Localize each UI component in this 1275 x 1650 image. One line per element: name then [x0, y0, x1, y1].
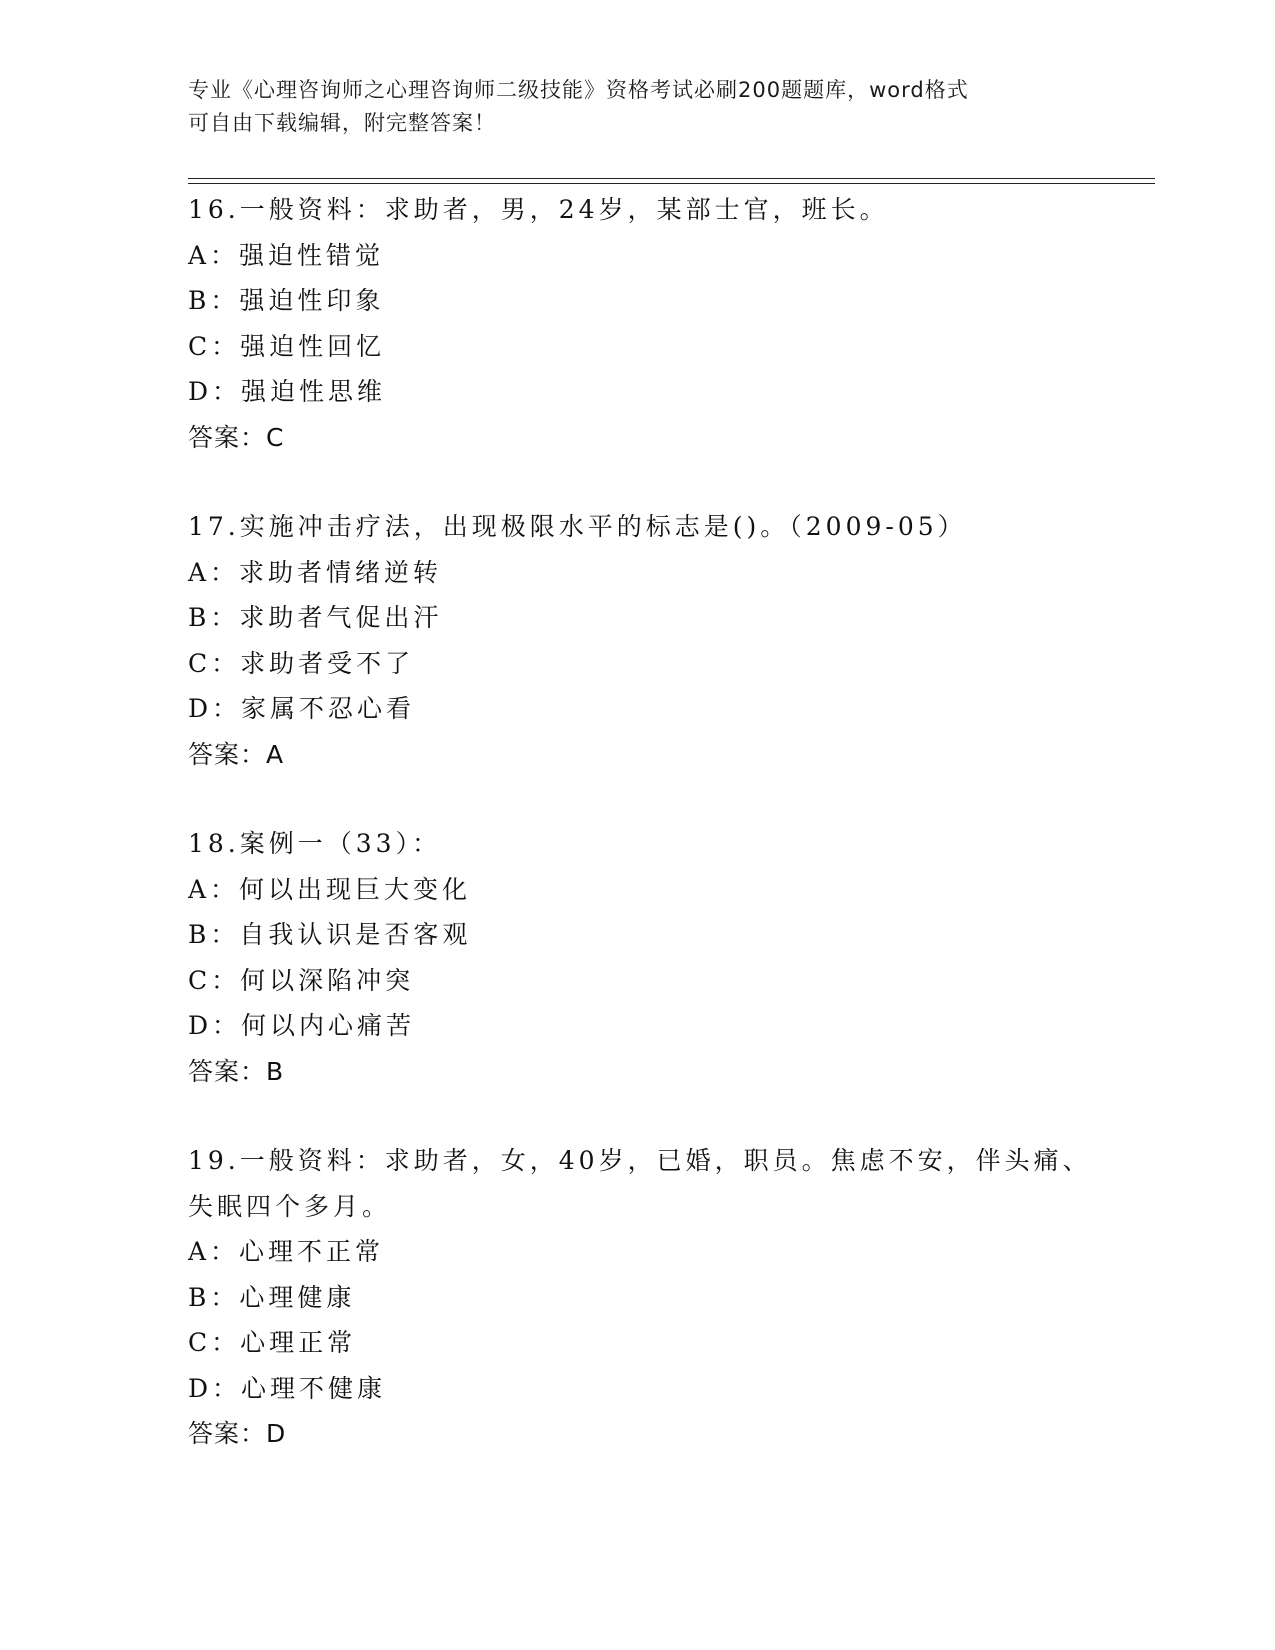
- answer-line: 答案：A: [188, 739, 285, 769]
- question-stem: 17.实施冲击疗法，出现极限水平的标志是()。（2009-05）: [188, 512, 967, 541]
- option-b: B：求助者气促出汗: [188, 603, 443, 632]
- option-b: B：强迫性印象: [188, 286, 385, 315]
- option-b: B：心理健康: [188, 1282, 356, 1312]
- question-18: [188, 821, 1088, 1094]
- header-divider-top: [188, 178, 1155, 179]
- option-a: A：心理不正常: [188, 1237, 385, 1266]
- answer-line: 答案：B: [188, 1056, 285, 1086]
- question-16: [188, 187, 1088, 460]
- option-c: C：心理正常: [188, 1328, 357, 1357]
- option-c: C：求助者受不了: [188, 648, 415, 678]
- question-stem: 16.一般资料：求助者，男，24岁，某部士官，班长。: [188, 195, 889, 224]
- question-list: [188, 187, 1092, 1501]
- document-header: [188, 74, 1088, 140]
- question-19: [188, 1138, 1092, 1457]
- header-line-1: 专业《心理咨询师之心理咨询师二级技能》资格考试必刷200题题库，word格式: [188, 78, 969, 102]
- question-stem: 19.一般资料：求助者，女，40岁，已婚，职员。焦虑不安，伴头痛、: [188, 1146, 1092, 1175]
- header-divider-bottom: [188, 183, 1155, 184]
- option-c: C：强迫性回忆: [188, 331, 386, 361]
- option-b: B：自我认识是否客观: [188, 920, 472, 949]
- header-line-2: 可自由下载编辑，附完整答案！: [188, 111, 496, 135]
- option-d: D：家属不忍心看: [188, 694, 416, 723]
- answer-line: 答案：D: [188, 1419, 287, 1448]
- question-stem-continued: 失眠四个多月。: [188, 1191, 392, 1221]
- answer-line: 答案：C: [188, 422, 285, 452]
- option-a: A：何以出现巨大变化: [188, 874, 472, 904]
- option-a: A：求助者情绪逆转: [188, 557, 443, 587]
- question-stem: 18.案例一（33）：: [188, 829, 442, 858]
- question-17: [188, 504, 1088, 777]
- option-d: D：心理不健康: [188, 1373, 387, 1403]
- option-a: A：强迫性错觉: [188, 240, 385, 270]
- option-d: D：何以内心痛苦: [188, 1011, 416, 1040]
- option-d: D：强迫性思维: [188, 377, 387, 406]
- option-c: C：何以深陷冲突: [188, 965, 415, 995]
